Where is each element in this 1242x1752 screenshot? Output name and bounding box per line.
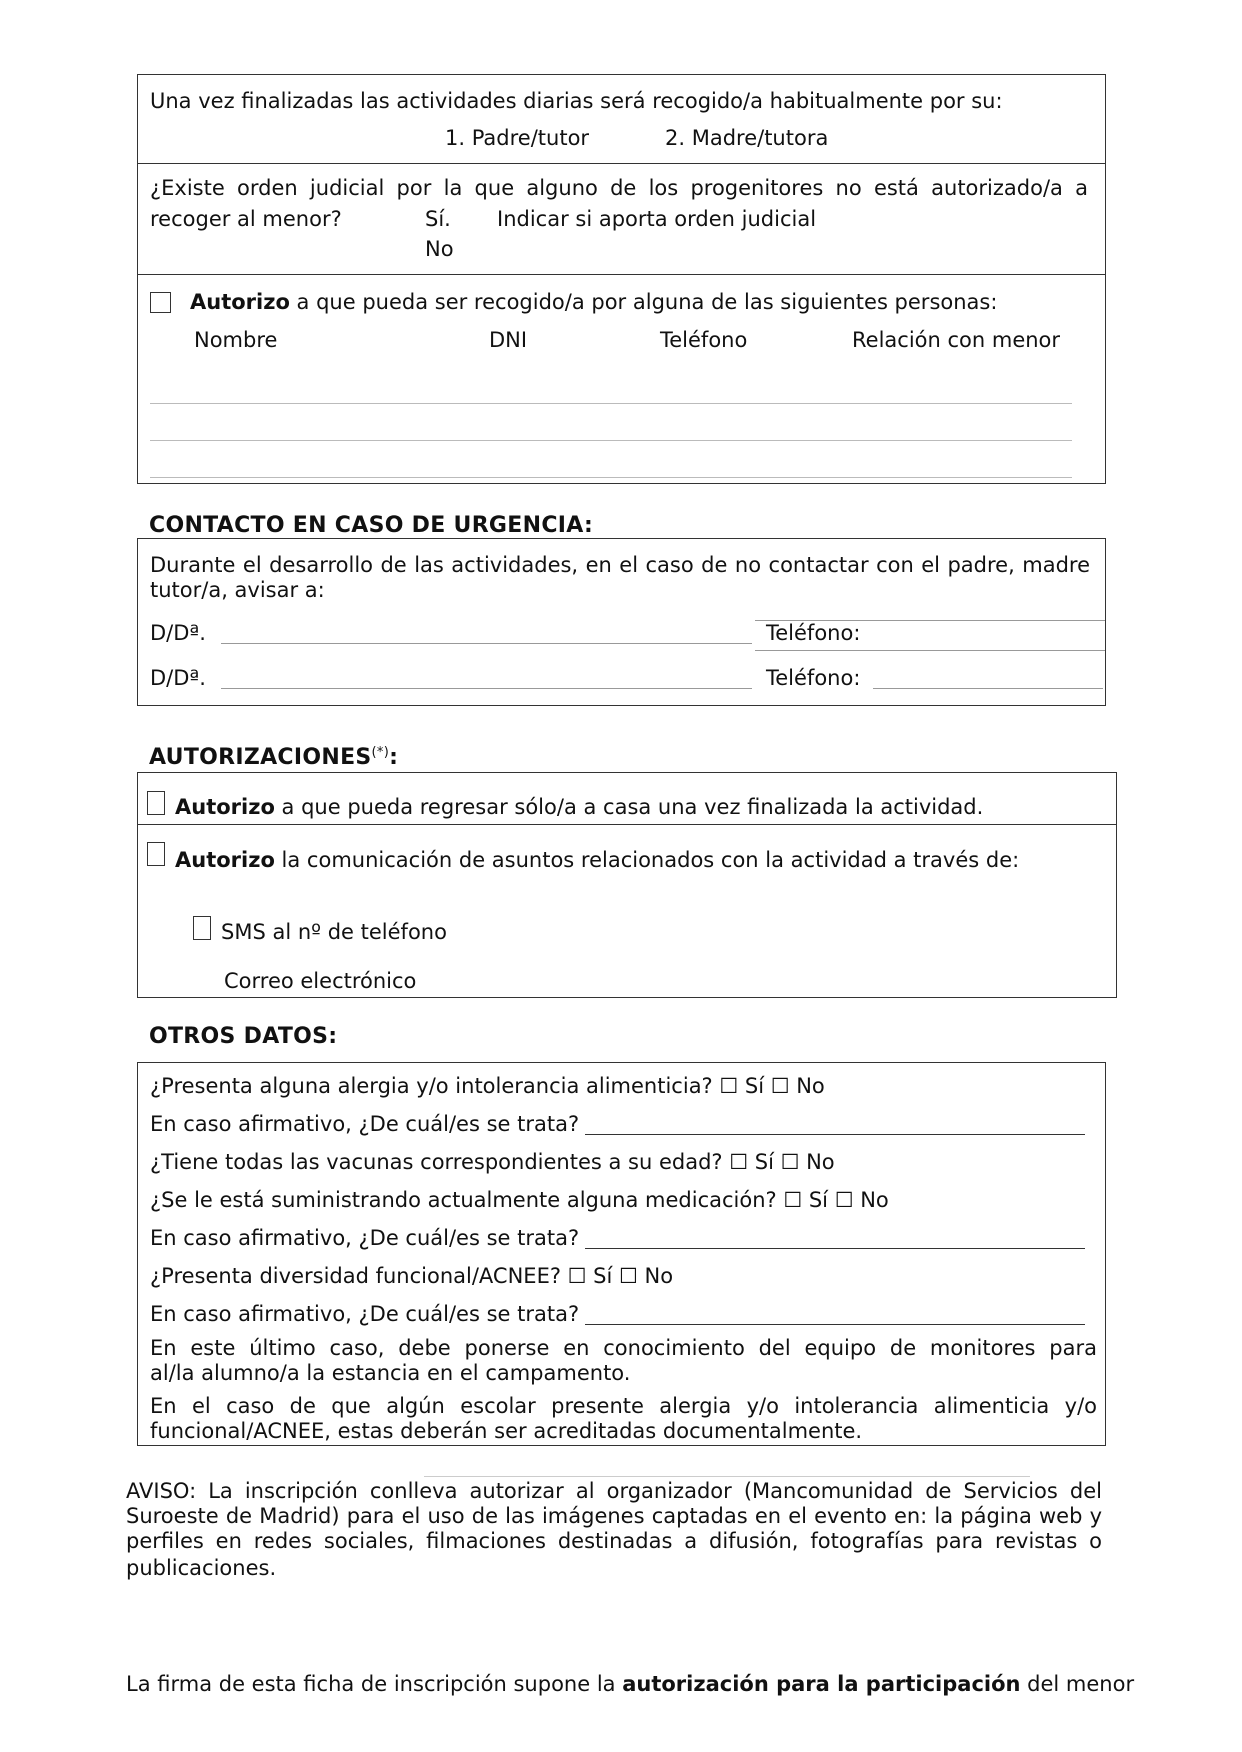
contact-name-label: D/Dª. [150, 666, 206, 690]
allergy-which-label: En caso afirmativo, ¿De cuál/es se trata? [150, 1112, 580, 1136]
contact-name-field[interactable] [221, 688, 752, 689]
column-nombre: Nombre [194, 328, 278, 352]
separator [424, 1476, 1030, 1477]
notice-text-end: publicaciones. [126, 1556, 277, 1580]
authorize-return-alone-text: Autorizo a que pueda regresar sólo/a a casa una vez finalizada la actividad. [175, 795, 984, 819]
diversity-note: En este último caso, debe ponerse en conocimiento del equipo de monitores para [150, 1336, 1097, 1360]
email-option-label[interactable]: Correo electrónico [224, 969, 417, 993]
column-relacion: Relación con menor [852, 328, 1061, 352]
notice-text: Suroeste de Madrid) para el uso de las imágenes captadas en el evento en: la página web y [126, 1504, 1102, 1528]
contact-phone-label: Teléfono: [766, 666, 861, 690]
vaccines-question: ¿Tiene todas las vacunas correspondientes a su edad? ☐ Sí ☐ No [150, 1150, 835, 1174]
court-order-yes[interactable]: Sí. [425, 207, 451, 231]
court-order-question-cont: recoger al menor? [150, 207, 342, 231]
authorize-communication-checkbox[interactable] [147, 842, 165, 866]
emergency-text: Durante el desarrollo de las actividades, en el caso de no contactar con el padre, madre [150, 553, 1090, 577]
diversity-question: ¿Presenta diversidad funcional/ACNEE? ☐ Sí ☐ No [150, 1264, 674, 1288]
accreditation-note: En el caso de que algún escolar presente alergia y/o intolerancia alimenticia y/o [150, 1394, 1097, 1418]
signature-note: La firma de esta ficha de inscripción supone la autorización para la participación del menor [126, 1672, 1135, 1696]
column-dni: DNI [489, 328, 528, 352]
accreditation-note-cont: funcional/ACNEE, estas deberán ser acreditadas documentalmente. [150, 1419, 863, 1443]
pickup-intro: Una vez finalizadas las actividades diarias será recogido/a habitualmente por su: [150, 89, 1003, 113]
allergy-which-field[interactable] [585, 1134, 1085, 1135]
court-order-question: ¿Existe orden judicial por la que alguno de los progenitores no está autorizado/a a [150, 176, 1088, 200]
medication-question: ¿Se le está suministrando actualmente alguna medicación? ☐ Sí ☐ No [150, 1188, 889, 1212]
sms-option-label: SMS al nº de teléfono [221, 920, 447, 944]
authorizations-heading: AUTORIZACIONES(*): [149, 745, 399, 770]
pickup-section [137, 74, 1106, 484]
pickup-option-father[interactable]: 1. Padre/tutor [445, 126, 590, 150]
column-telefono: Teléfono [660, 328, 748, 352]
diversity-which-label: En caso afirmativo, ¿De cuál/es se trata? [150, 1302, 580, 1326]
sms-checkbox[interactable] [193, 916, 211, 940]
authorize-return-alone-checkbox[interactable] [147, 791, 165, 815]
authorize-communication-text: Autorizo la comunicación de asuntos relacionados con la actividad a través de: [175, 848, 1020, 872]
emergency-text-cont: tutor/a, avisar a: [150, 578, 325, 602]
notice-text: AVISO: La inscripción conlleva autorizar al organizador (Mancomunidad de Servicios del [126, 1479, 1102, 1503]
contact-name-label: D/Dª. [150, 621, 206, 645]
authorize-pickup-checkbox[interactable] [150, 292, 171, 313]
divider [137, 163, 1106, 164]
medication-which-field[interactable] [585, 1248, 1085, 1249]
emergency-heading: CONTACTO EN CASO DE URGENCIA: [149, 513, 594, 538]
pickup-entry-line[interactable] [150, 403, 1072, 404]
authorize-pickup-text: Autorizo a que pueda ser recogido/a por alguna de las siguientes personas: [190, 290, 998, 314]
contact-name-field[interactable] [221, 643, 752, 644]
court-order-no[interactable]: No [425, 237, 454, 261]
divider [137, 824, 1117, 825]
contact-phone-label: Teléfono: [766, 621, 861, 645]
diversity-note-cont: al/la alumno/a la estancia en el campamento. [150, 1361, 631, 1385]
contact-phone-field[interactable] [873, 688, 1103, 689]
pickup-entry-line[interactable] [150, 477, 1072, 478]
contact-phone-field[interactable] [755, 650, 1105, 651]
pickup-entry-line[interactable] [150, 440, 1072, 441]
allergy-question: ¿Presenta alguna alergia y/o intolerancia alimenticia? ☐ Sí ☐ No [150, 1074, 825, 1098]
pickup-option-mother[interactable]: 2. Madre/tutora [665, 126, 829, 150]
notice-text: perfiles en redes sociales, filmaciones destinadas a difusión, fotografías para revistas o [126, 1529, 1102, 1553]
court-order-indicate: Indicar si aporta orden judicial [497, 207, 817, 231]
divider [137, 274, 1106, 275]
medication-which-label: En caso afirmativo, ¿De cuál/es se trata? [150, 1226, 580, 1250]
other-data-heading: OTROS DATOS: [149, 1024, 338, 1049]
diversity-which-field[interactable] [585, 1324, 1085, 1325]
